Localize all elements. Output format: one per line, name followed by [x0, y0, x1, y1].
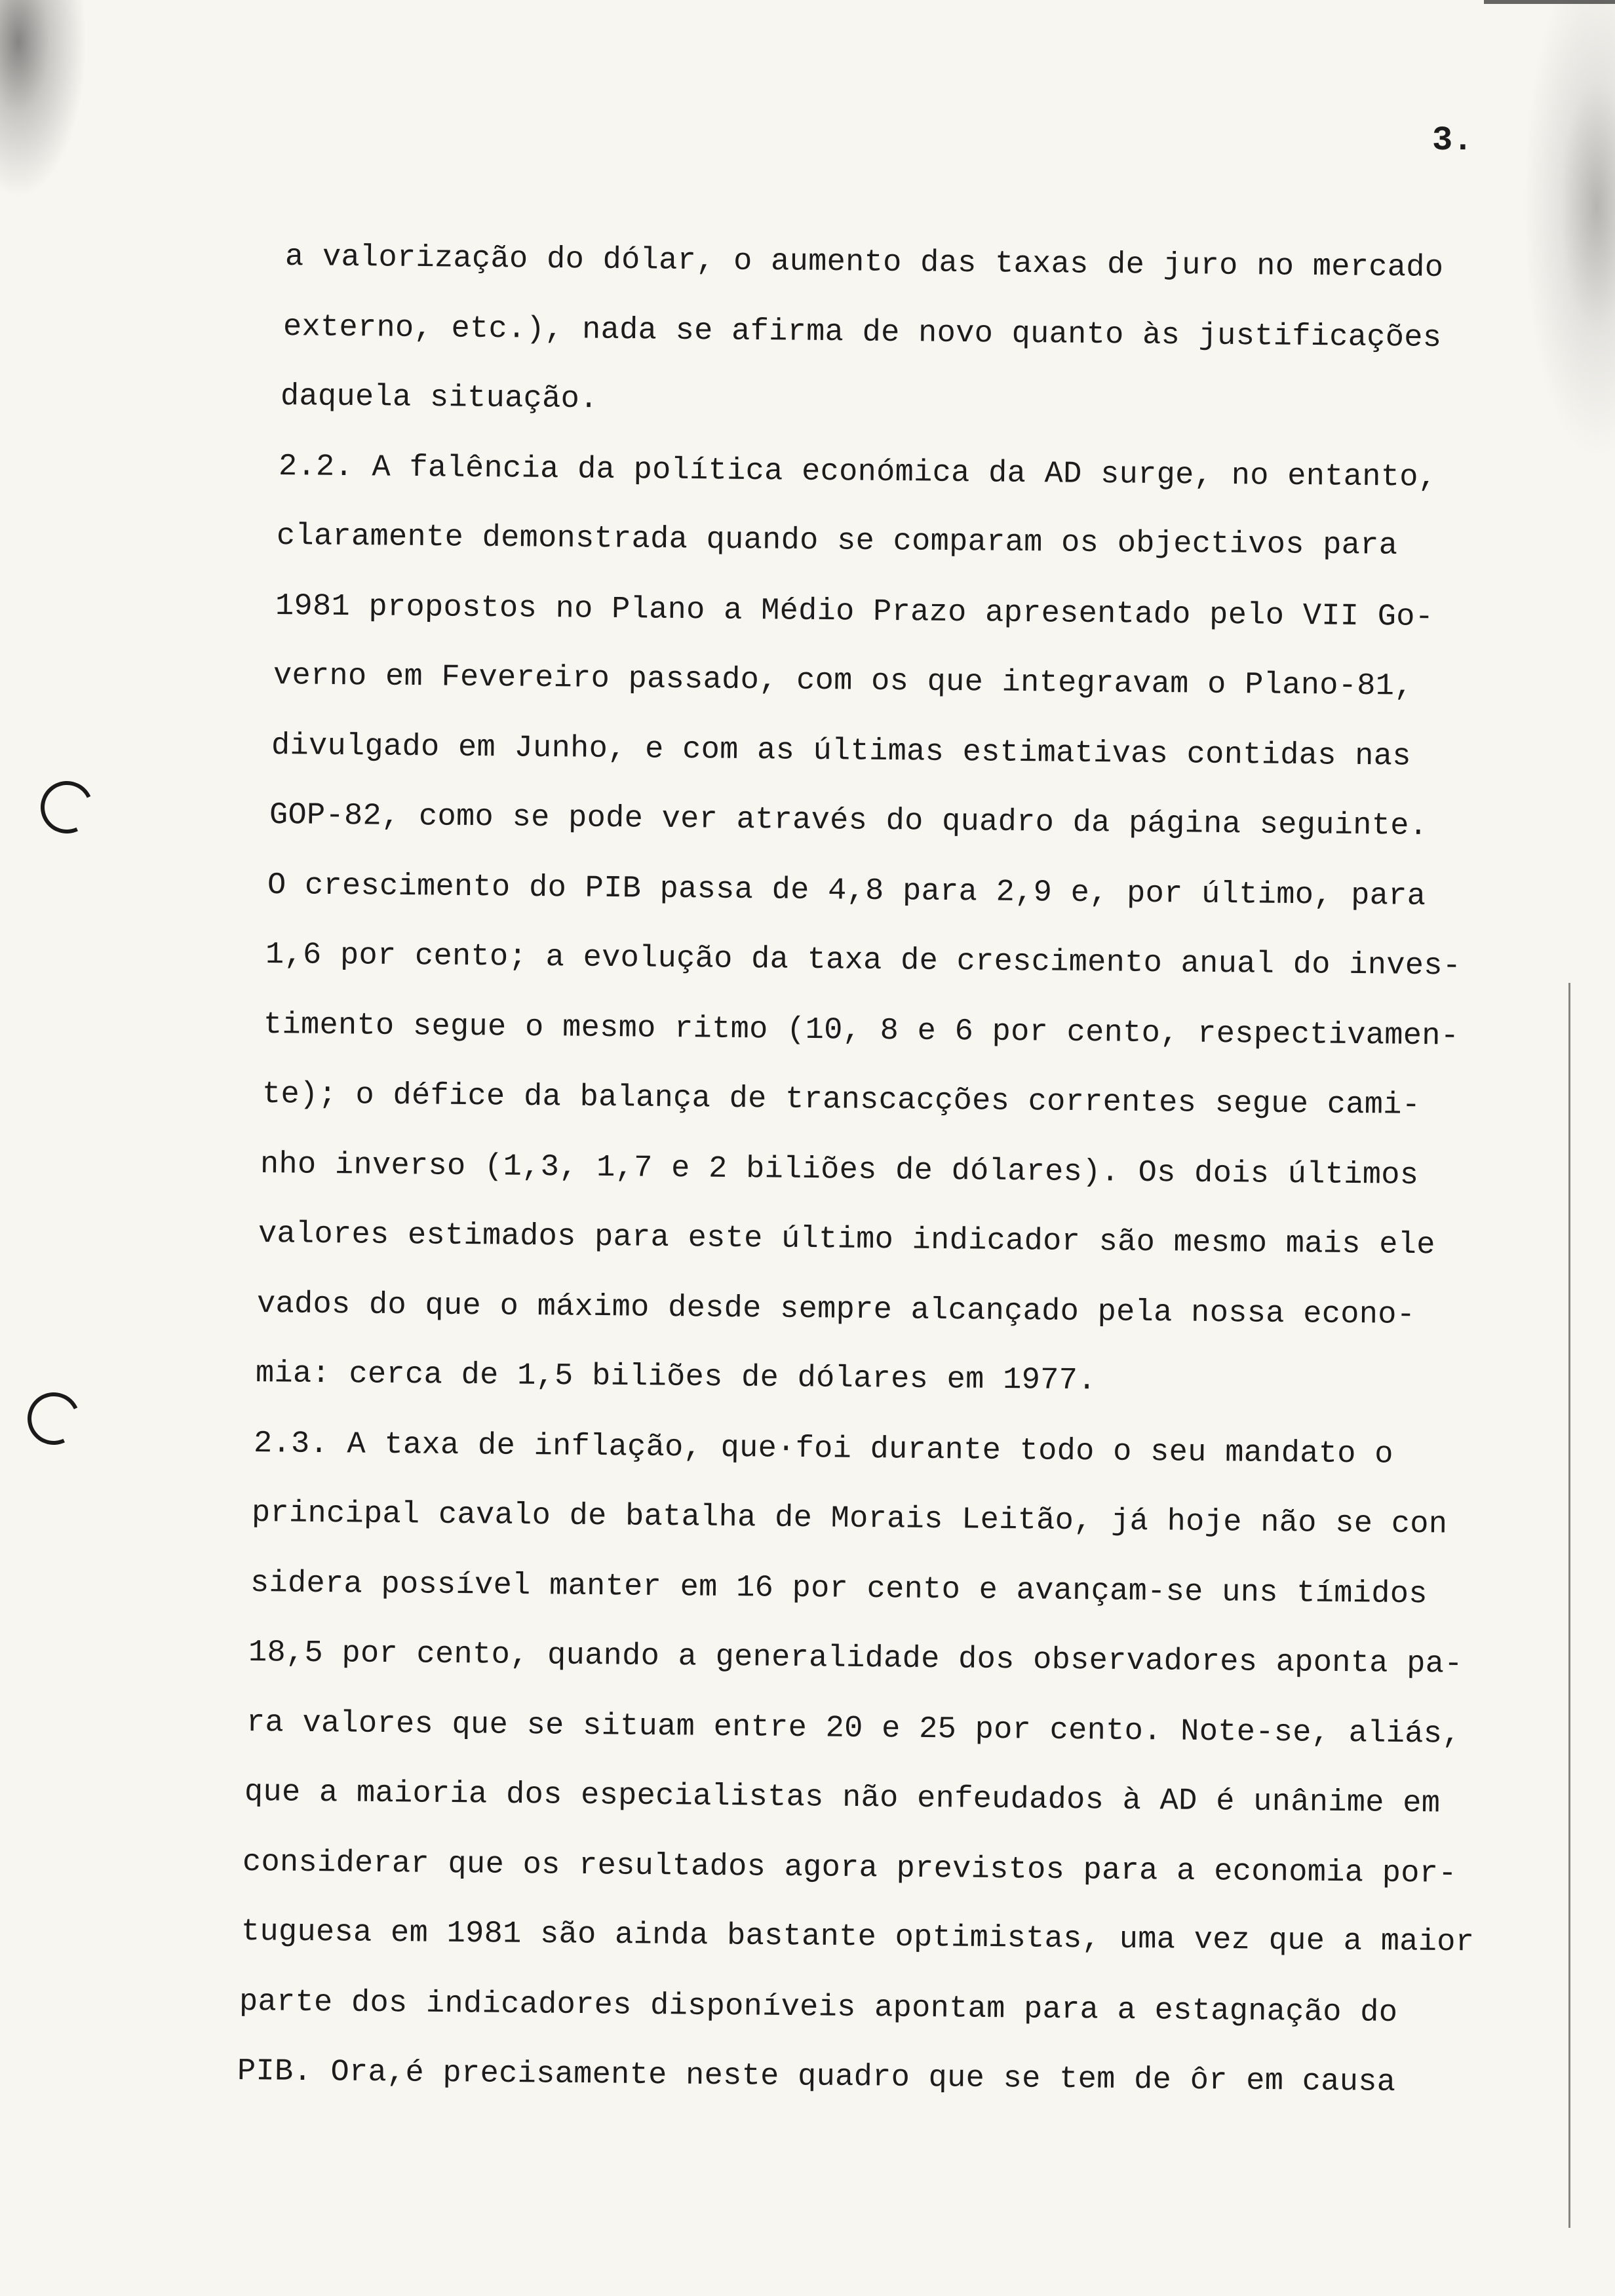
- scan-noise-top-left: [0, 0, 92, 210]
- text-line: parte dos indicadores disponíveis apontam para a estagnação do: [239, 1984, 1398, 2031]
- text-line: principal cavalo de batalha de Morais Leitão, já hoje não se con: [251, 1496, 1448, 1542]
- text-line: sidera possível manter em 16 por cento e avançam-se uns tímidos: [250, 1565, 1428, 1612]
- scan-noise-right-margin: [1523, 0, 1615, 459]
- scan-edge-right: [1568, 983, 1570, 2228]
- text-line: a valorização do dólar, o aumento das taxas de juro no mercado: [284, 240, 1444, 286]
- text-line: valores estimados para este último indicador são mesmo mais ele: [258, 1217, 1435, 1263]
- text-line: mia: cerca de 1,5 biliões de dólares em 1977.: [255, 1356, 1097, 1399]
- text-line: vados do que o máximo desde sempre alcançado pela nossa econo-: [256, 1286, 1416, 1333]
- scan-edge-top: [1484, 0, 1615, 4]
- text-line: daquela situação.: [280, 379, 598, 417]
- punch-hole-icon: [20, 1385, 88, 1453]
- text-line: considerar que os resultados agora previstos para a economia por-: [242, 1845, 1457, 1892]
- text-line: te); o défice da balança de transcacções correntes segue cami-: [262, 1077, 1421, 1123]
- body-text: [236, 223, 1534, 2107]
- text-line: externo, etc.), nada se afirma de novo quanto às justificações: [282, 309, 1442, 356]
- page-number: 3.: [1432, 121, 1473, 160]
- text-line: 1981 propostos no Plano a Médio Prazo apresentado pelo VII Go-: [275, 588, 1434, 635]
- text-line: verno em Fevereiro passado, com os que integravam o Plano-81,: [273, 659, 1413, 704]
- text-line: timento segue o mesmo ritmo (10, 8 e 6 por cento, respectivamen-: [263, 1007, 1460, 1054]
- text-line: 2.3. A taxa de inflação, que·foi durante todo o seu mandato o: [253, 1426, 1393, 1472]
- text-line: divulgado em Junho, e com as últimas estimativas contidas nas: [271, 728, 1411, 775]
- text-line: 1,6 por cento; a evolução da taxa de crescimento anual do inves-: [265, 938, 1462, 984]
- text-line: que a maioria dos especialistas não enfeudados à AD é unânime em: [244, 1775, 1441, 1822]
- text-line: ra valores que se situam entre 20 e 25 por cento. Note-se, aliás,: [246, 1705, 1461, 1752]
- text-line: GOP-82, como se pode ver através do quadro da página seguinte.: [269, 798, 1428, 844]
- text-line: O crescimento do PIB passa de 4,8 para 2,9 e, por último, para: [267, 868, 1426, 914]
- text-line: claramente demonstrada quando se comparam os objectivos para: [276, 519, 1398, 564]
- text-line: tuguesa em 1981 são ainda bastante optimistas, uma vez que a maior: [241, 1915, 1475, 1961]
- text-line: 2.2. A falência da política económica da AD surge, no entanto,: [278, 449, 1437, 495]
- text-line: 18,5 por cento, quando a generalidade dos observadores aponta pa-: [248, 1636, 1463, 1682]
- text-line: PIB. Ora,é precisamente neste quadro que se tem de ôr em causa: [237, 2054, 1396, 2100]
- text-line: nho inverso (1,3, 1,7 e 2 biliões de dólares). Os dois últimos: [260, 1147, 1419, 1193]
- punch-hole-icon: [33, 774, 101, 841]
